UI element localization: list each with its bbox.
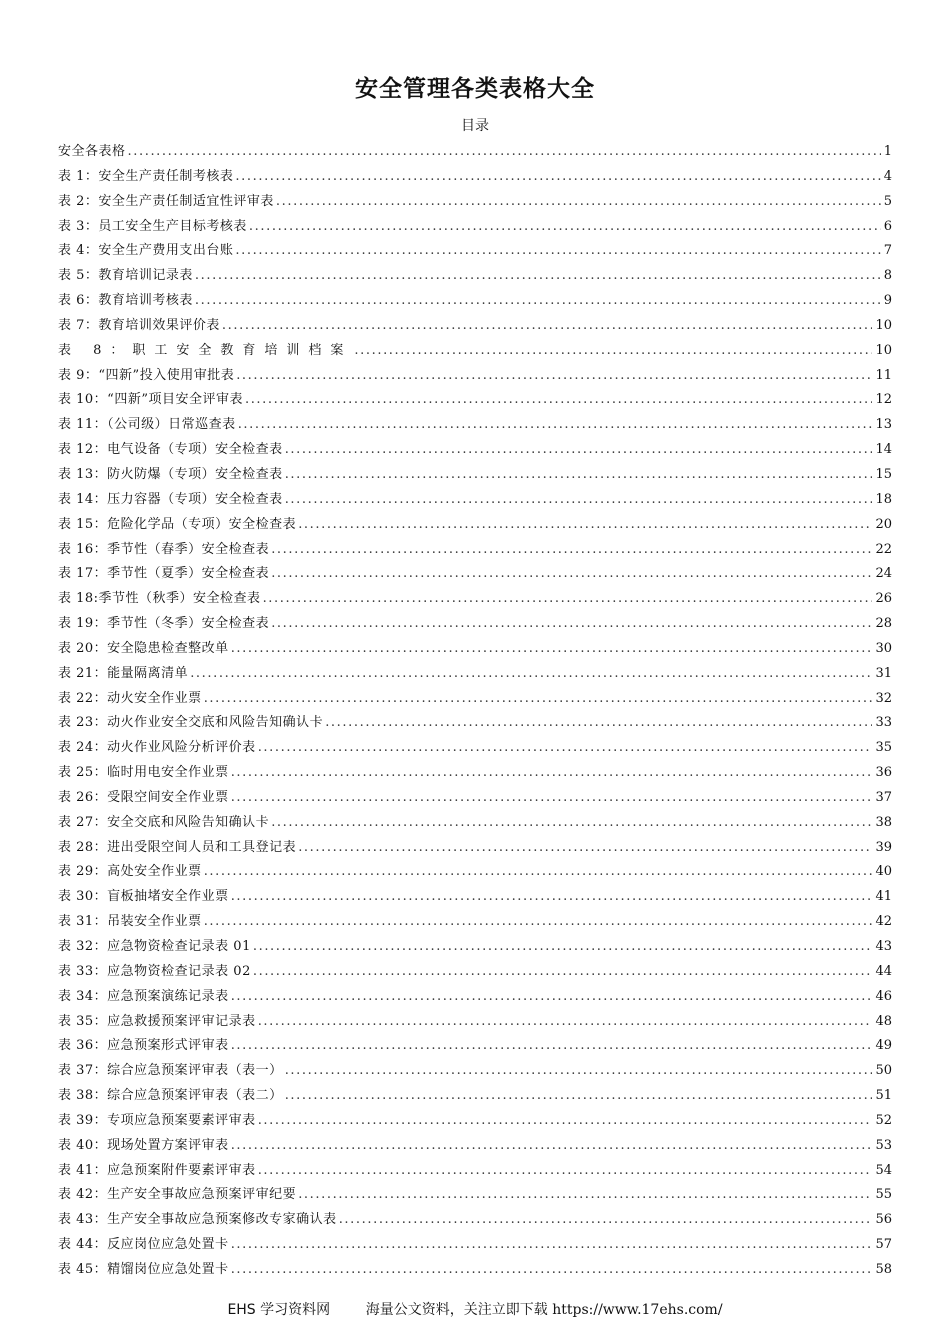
toc-entry-page-number: 54: [875, 1162, 892, 1178]
toc-entry-label: 表 24：动火作业风险分析评价表: [58, 740, 256, 756]
toc-entry-page-number: 14: [875, 442, 892, 458]
toc-entry-page-number: 10: [875, 317, 892, 333]
toc-entry[interactable]: [58, 388, 892, 413]
toc-entry-label: 表 13：防火防爆（专项）安全检查表: [58, 466, 283, 482]
toc-entry[interactable]: [58, 587, 892, 612]
toc-entry-page-number: 9: [883, 293, 892, 309]
toc-entry[interactable]: [58, 140, 892, 165]
toc-dot-leader: [298, 513, 872, 538]
footer-site-name: EHS 学习资料网: [227, 1302, 331, 1318]
toc-dot-leader: [298, 836, 872, 861]
toc-dot-leader: [249, 215, 881, 240]
toc-entry-label: 表 34：应急预案演练记录表: [58, 988, 229, 1004]
toc-entry-page-number: 39: [875, 839, 892, 855]
toc-entry-label: 表 45：精馏岗位应急处置卡: [58, 1261, 229, 1277]
toc-entry-label: 表 2：安全生产责任制适宜性评审表: [58, 193, 274, 209]
toc-entry-label: 表 15：危险化学品（专项）安全检查表: [58, 516, 297, 532]
toc-entry[interactable]: [58, 786, 892, 811]
toc-entry[interactable]: [58, 935, 892, 960]
toc-entry-page-number: 46: [875, 988, 892, 1004]
toc-entry[interactable]: [58, 562, 892, 587]
toc-dot-leader: [271, 538, 872, 563]
toc-entry[interactable]: [58, 687, 892, 712]
toc-dot-leader: [204, 860, 873, 885]
toc-entry-page-number: 8: [883, 268, 892, 284]
toc-dot-leader: [231, 1233, 873, 1258]
toc-entry[interactable]: [58, 364, 892, 389]
toc-entry[interactable]: [58, 264, 892, 289]
toc-entry-page-number: 53: [875, 1137, 892, 1153]
toc-entry-page-number: 20: [875, 516, 892, 532]
toc-dot-leader: [231, 1134, 873, 1159]
toc-dot-leader: [285, 438, 873, 463]
toc-entry-page-number: 32: [875, 690, 892, 706]
toc-entry[interactable]: [58, 339, 892, 364]
toc-entry[interactable]: [58, 1010, 892, 1035]
toc-entry[interactable]: [58, 538, 892, 563]
toc-entry-label: 表 7：教育培训效果评价表: [58, 317, 220, 333]
toc-dot-leader: [204, 910, 873, 935]
toc-entry-label: 表 19：季节性（冬季）安全检查表: [58, 616, 270, 632]
toc-dot-leader: [222, 314, 873, 339]
toc-entry[interactable]: [58, 289, 892, 314]
toc-dot-leader: [231, 786, 873, 811]
toc-entry-label: 表 3：员工安全生产目标考核表: [58, 218, 247, 234]
toc-entry-label: 安全各表格: [58, 144, 126, 159]
toc-entry-page-number: 24: [875, 566, 892, 582]
toc-entry-page-number: 57: [875, 1237, 892, 1253]
toc-entry-page-number: 26: [875, 591, 892, 607]
footer-tagline[interactable]: 海量公文资料，关注立即下载 https://www.17ehs.com/: [365, 1302, 723, 1318]
toc-entry[interactable]: [58, 637, 892, 662]
toc-entry-label: 表 36：应急预案形式评审表: [58, 1038, 229, 1054]
toc-entry-label: 表 41：应急预案附件要素评审表: [58, 1162, 256, 1178]
toc-entry[interactable]: [58, 239, 892, 264]
toc-entry-label: 表 10：“四新”项目安全评审表: [58, 392, 243, 408]
toc-entry[interactable]: [58, 612, 892, 637]
page-footer: [0, 1298, 950, 1322]
toc-dot-leader: [325, 711, 872, 736]
toc-dot-leader: [190, 662, 872, 687]
toc-entry-page-number: 40: [875, 864, 892, 880]
toc-dot-leader: [271, 562, 872, 587]
toc-dot-leader: [195, 289, 881, 314]
toc-entry-label: 表 6：教育培训考核表: [58, 293, 193, 309]
toc-dot-leader: [258, 736, 873, 761]
toc-entry[interactable]: [58, 860, 892, 885]
toc-dot-leader: [263, 587, 873, 612]
toc-entry-page-number: 30: [875, 640, 892, 656]
toc-entry-label: 表 12：电气设备（专项）安全检查表: [58, 442, 283, 458]
toc-entry-label: 表 32：应急物资检查记录表 01: [58, 939, 251, 954]
toc-entry-label: 表 9：“四新”投入使用审批表: [58, 367, 235, 383]
toc-entry[interactable]: [58, 165, 892, 190]
toc-dot-leader: [236, 364, 872, 389]
toc-entry[interactable]: [58, 1034, 892, 1059]
toc-entry-label: 表 5：教育培训记录表: [58, 268, 193, 284]
toc-entry[interactable]: [58, 1134, 892, 1159]
toc-entry-label: 表 17：季节性（夏季）安全检查表: [58, 566, 270, 582]
toc-dot-leader: [245, 388, 872, 413]
toc-entry[interactable]: [58, 1109, 892, 1134]
toc-entry[interactable]: [58, 761, 892, 786]
toc-dot-leader: [285, 1059, 873, 1084]
toc-entry-label: 表 14：压力容器（专项）安全检查表: [58, 491, 283, 507]
toc-dot-leader: [276, 190, 881, 215]
toc-entry-label: 表 28：进出受限空间人员和工具登记表: [58, 839, 297, 855]
table-of-contents: [58, 140, 892, 1283]
toc-entry[interactable]: [58, 215, 892, 240]
toc-entry-page-number: 12: [875, 392, 892, 408]
toc-entry-label: 表 33：应急物资检查记录表 02: [58, 963, 251, 979]
toc-entry-page-number: 1: [883, 144, 892, 159]
toc-entry-page-number: 43: [875, 939, 892, 954]
toc-dot-leader: [285, 488, 873, 513]
toc-entry-label: 表 44：反应岗位应急处置卡: [58, 1237, 229, 1253]
toc-entry[interactable]: [58, 413, 892, 438]
toc-entry-label: 表 31：吊装安全作业票: [58, 914, 202, 930]
toc-entry-label: 表 38：综合应急预案评审表（表二）: [58, 1088, 283, 1104]
toc-entry-page-number: 5: [883, 193, 892, 209]
toc-dot-leader: [204, 687, 873, 712]
toc-entry[interactable]: [58, 811, 892, 836]
toc-entry-page-number: 52: [875, 1112, 892, 1128]
document-title: 安全管理各类表格大全: [355, 76, 595, 102]
toc-entry-label: 表 26：受限空间安全作业票: [58, 789, 229, 805]
toc-dot-leader: [231, 885, 873, 910]
toc-entry[interactable]: [58, 1258, 892, 1283]
toc-entry-label: 表 18:季节性（秋季）安全检查表: [58, 591, 261, 607]
toc-entry[interactable]: [58, 910, 892, 935]
toc-entry-label: 表 8：职工安全教育培训档案: [58, 342, 353, 358]
toc-entry-page-number: 44: [875, 963, 892, 979]
toc-entry[interactable]: [58, 960, 892, 985]
toc-entry-label: 表 30：盲板抽堵安全作业票: [58, 889, 229, 905]
toc-entry-label: 表 22：动火安全作业票: [58, 690, 202, 706]
toc-entry-page-number: 28: [875, 616, 892, 632]
toc-dot-leader: [271, 612, 872, 637]
toc-entry-label: 表 1：安全生产责任制考核表: [58, 168, 234, 184]
toc-entry-page-number: 48: [875, 1013, 892, 1029]
toc-entry-label: 表 43：生产安全事故应急预案修改专家确认表: [58, 1212, 337, 1228]
toc-entry[interactable]: [58, 190, 892, 215]
toc-entry-label: 表 25：临时用电安全作业票: [58, 765, 229, 781]
toc-entry-page-number: 13: [875, 417, 892, 433]
toc-entry[interactable]: [58, 662, 892, 687]
toc-entry[interactable]: [58, 885, 892, 910]
toc-dot-leader: [235, 165, 880, 190]
toc-entry-page-number: 31: [875, 665, 892, 681]
toc-entry-page-number: 4: [883, 168, 892, 184]
toc-entry[interactable]: [58, 1084, 892, 1109]
toc-entry-page-number: 15: [875, 466, 892, 482]
toc-dot-leader: [231, 985, 873, 1010]
toc-entry-page-number: 33: [875, 715, 892, 731]
toc-entry-label: 表 11：（公司级）日常巡查表: [58, 417, 236, 433]
toc-entry-page-number: 11: [875, 367, 892, 383]
toc-dot-leader: [339, 1208, 873, 1233]
toc-entry[interactable]: [58, 513, 892, 538]
toc-dot-leader: [231, 1034, 873, 1059]
toc-entry-page-number: 51: [875, 1088, 892, 1104]
toc-dot-leader: [231, 761, 873, 786]
toc-entry-label: 表 20：安全隐患检查整改单: [58, 640, 229, 656]
toc-dot-leader: [235, 239, 880, 264]
toc-entry[interactable]: [58, 1059, 892, 1084]
toc-entry-page-number: 18: [875, 491, 892, 507]
toc-entry-label: 表 39：专项应急预案要素评审表: [58, 1112, 256, 1128]
toc-entry-page-number: 58: [875, 1261, 892, 1277]
toc-entry-label: 表 29：高处安全作业票: [58, 864, 202, 880]
toc-entry-page-number: 49: [875, 1038, 892, 1054]
toc-dot-leader: [285, 1084, 873, 1109]
toc-entry-page-number: 55: [875, 1187, 892, 1203]
toc-entry-page-number: 56: [875, 1212, 892, 1228]
toc-entry[interactable]: [58, 438, 892, 463]
toc-dot-leader: [253, 960, 873, 985]
toc-entry-label: 表 35：应急救援预案评审记录表: [58, 1013, 256, 1029]
toc-dot-leader: [271, 811, 872, 836]
toc-entry[interactable]: [58, 711, 892, 736]
toc-entry-label: 表 21：能量隔离清单: [58, 665, 189, 681]
toc-dot-leader: [231, 637, 873, 662]
toc-entry-label: 表 40：现场处置方案评审表: [58, 1137, 229, 1153]
toc-entry[interactable]: [58, 736, 892, 761]
toc-entry-page-number: 37: [875, 789, 892, 805]
toc-dot-leader: [258, 1159, 873, 1184]
toc-entry[interactable]: [58, 463, 892, 488]
toc-entry[interactable]: [58, 1208, 892, 1233]
toc-entry-page-number: 10: [875, 342, 892, 358]
toc-entry-page-number: 41: [875, 889, 892, 905]
toc-entry[interactable]: [58, 1183, 892, 1208]
toc-dot-leader: [298, 1183, 872, 1208]
toc-dot-leader: [253, 935, 873, 960]
toc-dot-leader: [354, 339, 872, 364]
toc-heading: 目录: [461, 118, 489, 134]
toc-entry-page-number: 50: [875, 1063, 892, 1079]
toc-entry[interactable]: [58, 985, 892, 1010]
toc-entry-page-number: 7: [883, 243, 892, 259]
toc-entry-page-number: 36: [875, 765, 892, 781]
toc-entry-page-number: 42: [875, 914, 892, 930]
toc-entry-label: 表 27：安全交底和风险告知确认卡: [58, 814, 270, 830]
toc-dot-leader: [238, 413, 873, 438]
toc-entry[interactable]: [58, 314, 892, 339]
toc-dot-leader: [258, 1109, 873, 1134]
toc-dot-leader: [285, 463, 873, 488]
toc-entry[interactable]: [58, 488, 892, 513]
toc-dot-leader: [258, 1010, 873, 1035]
toc-entry-label: 表 16：季节性（春季）安全检查表: [58, 541, 270, 557]
toc-entry-label: 表 37：综合应急预案评审表（表一）: [58, 1063, 283, 1079]
toc-entry-page-number: 22: [875, 541, 892, 557]
toc-entry-label: 表 23：动火作业安全交底和风险告知确认卡: [58, 715, 324, 731]
toc-entry[interactable]: [58, 1233, 892, 1258]
toc-dot-leader: [128, 140, 881, 165]
toc-entry-label: 表 42：生产安全事故应急预案评审纪要: [58, 1187, 297, 1203]
toc-entry-page-number: 38: [875, 814, 892, 830]
toc-dot-leader: [231, 1258, 873, 1283]
toc-entry-page-number: 6: [883, 218, 892, 234]
toc-dot-leader: [195, 264, 881, 289]
toc-entry-label: 表 4：安全生产费用支出台账: [58, 243, 234, 259]
toc-entry[interactable]: [58, 836, 892, 861]
toc-entry[interactable]: [58, 1159, 892, 1184]
toc-entry-page-number: 35: [875, 740, 892, 756]
